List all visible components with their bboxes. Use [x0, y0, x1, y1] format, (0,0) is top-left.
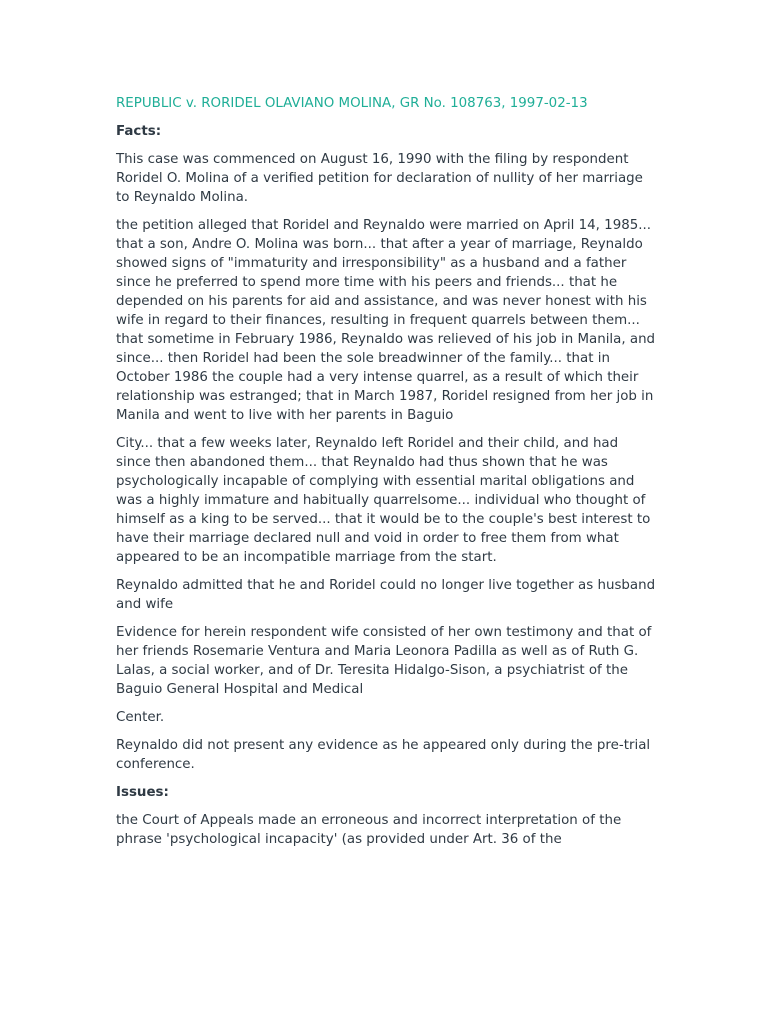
facts-paragraph: Evidence for herein respondent wife consisted of her own testimony and that of her friends Rosemarie Ventura and Maria Leonora Padilla as well as of Ruth G. Lalas, a social worker, and of Dr. Teresita Hidalgo-Sison, a psychiatrist of the Baguio General Hospital and Medical [116, 625, 652, 697]
facts-paragraph: the petition alleged that Roridel and Reynaldo were married on April 14, 1985... that a son, Andre O. Molina was born... that after a year of marriage, Reynaldo showed signs of "immaturity and irresponsibility" as a husband and a father since he preferred to spend more time with his peers and friends... that he depended on his parents for aid and assistance, and was never honest with his wife in regard to their finances, resulting in frequent quarrels between them... that sometime in February 1986, Reynaldo was relieved of his job in Manila, and since... then Roridel had been the sole breadwinner of the family... that in October 1986 the couple had a very intense quarrel, as a result of which their relationship was estranged; that in March 1987, Roridel resigned from her job in Manila and went to live with her parents in Baguio [116, 218, 656, 423]
facts-paragraph: City... that a few weeks later, Reynaldo left Roridel and their child, and had since then abandoned them... that Reynaldo had thus shown that he was psychologically incapable of complying with essential marital obligations and was a highly immature and habitually quarrelsome... individual who thought of himself as a king to be served... that it would be to the couple's best interest to have their marriage declared null and void in order to free them from what appeared to be an incompatible marriage from the start. [116, 436, 651, 565]
facts-paragraph: This case was commenced on August 16, 1990 with the filing by respondent Roridel O. Molina of a verified petition for declaration of nullity of her marriage to Reynaldo Molina. [116, 152, 643, 205]
case-title: REPUBLIC v. RORIDEL OLAVIANO MOLINA, GR No. 108763, 1997-02-13 [116, 96, 588, 111]
facts-paragraph: Reynaldo did not present any evidence as he appeared only during the pre-trial conference. [116, 738, 651, 772]
facts-paragraph: Center. [116, 710, 165, 725]
issues-heading: Issues: [116, 785, 169, 800]
facts-paragraph: Reynaldo admitted that he and Roridel could no longer live together as husband and wife [116, 578, 656, 612]
document-page [116, 94, 656, 858]
issues-paragraph: the Court of Appeals made an erroneous and incorrect interpretation of the phrase 'psychological incapacity' (as provided under Art. 36 of the [116, 813, 622, 847]
facts-heading: Facts: [116, 124, 162, 139]
